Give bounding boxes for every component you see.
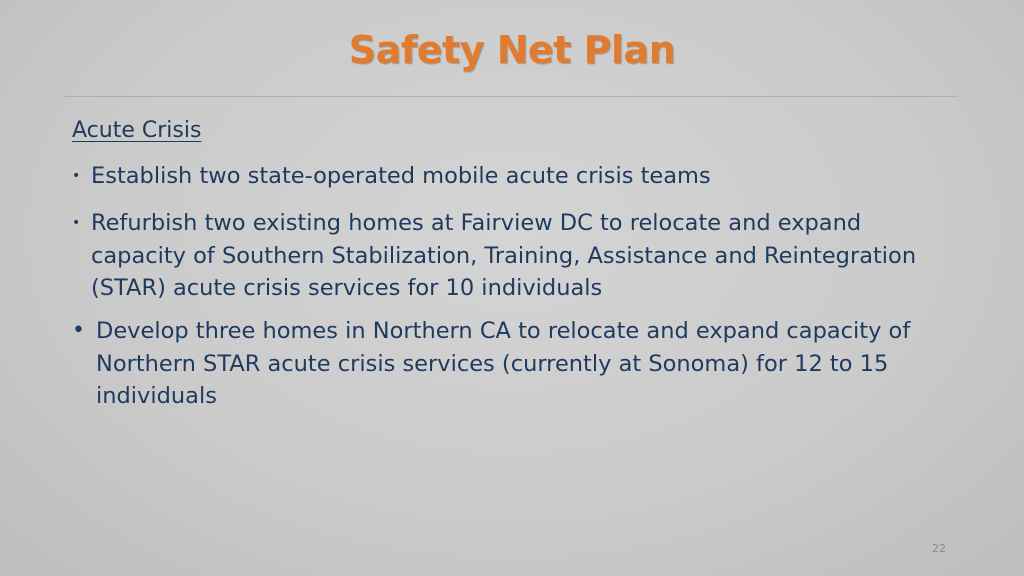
bullet-text: Develop three homes in Northern CA to relocate and expand capacity of Northern STAR acute crisis services (currently at Sonoma) for 12 to 15 individuals [96,318,911,409]
title-divider [65,96,958,97]
slide-title: Safety Net Plan [348,28,676,72]
bullet-item [70,207,950,305]
bullet-text: Refurbish two existing homes at Fairview DC to relocate and expand capacity of Southern Stabilization, Training, Assistance and Reintegration (STAR) acute crisis services for 10 individuals [91,210,917,301]
bullet-marker: • [72,168,81,184]
bullet-item [70,315,960,413]
bullet-marker: • [72,318,85,343]
page-number: 22 [932,542,946,555]
section-heading: Acute Crisis [72,118,202,143]
bullet-text: Establish two state-operated mobile acute crisis teams [91,163,711,189]
bullet-marker: • [72,215,81,231]
bullet-item [70,160,950,193]
